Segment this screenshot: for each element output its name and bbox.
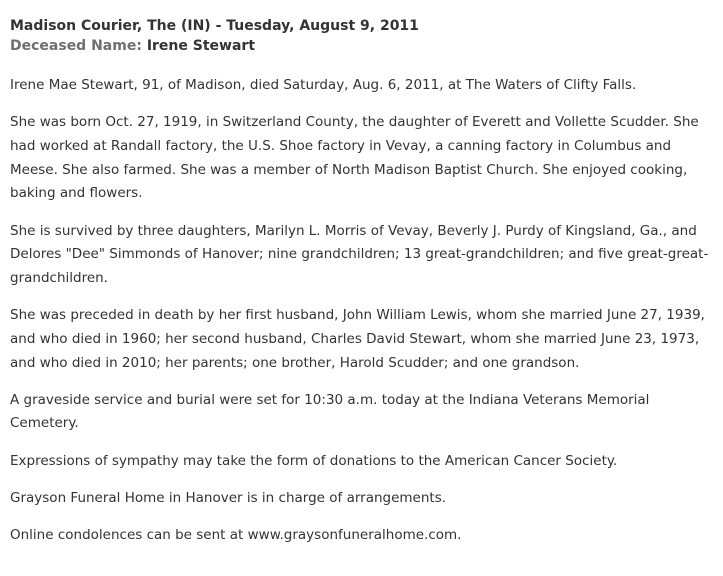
header-spacer bbox=[10, 56, 715, 74]
paragraph-condolences: Online condolences can be sent at www.graysonfuneralhome.com. bbox=[10, 527, 462, 544]
publication-header: Madison Courier, The (IN) - Tuesday, August 9, 2011 bbox=[10, 18, 419, 34]
deceased-name-value: Irene Stewart bbox=[146, 38, 256, 54]
paragraph-biography: She was born Oct. 27, 1919, in Switzerland County, the daughter of Everett and Vollette Scudder. She had worked at Randall factory, the U.S. Shoe factory in Vevay, a canning factory in Columbus and Meese. She also farmed. She was a member of North Madison Baptist Church. She enjoyed cooking, baking and flowers. bbox=[10, 114, 699, 202]
paragraph-service: A graveside service and burial were set for 10:30 a.m. today at the Indiana Veterans Memorial Cemetery. bbox=[10, 391, 650, 432]
paragraph-survivors: She is survived by three daughters, Marilyn L. Morris of Vevay, Beverly J. Purdy of Kingsland, Ga., and Delores "Dee" Simmonds of Hanover; nine grandchildren; 13 great-grandchildren; and five great-great-grandchildren. bbox=[10, 222, 709, 286]
paragraph-donations: Expressions of sympathy may take the form of donations to the American Cancer Society. bbox=[10, 452, 618, 469]
obituary-body bbox=[10, 74, 715, 548]
paragraph-funeral-home: Grayson Funeral Home in Hanover is in charge of arrangements. bbox=[10, 489, 447, 506]
deceased-name-line bbox=[10, 36, 715, 56]
deceased-name-label: Deceased Name: bbox=[10, 38, 142, 54]
paragraph-preceded-in-death: She was preceded in death by her first husband, John William Lewis, whom she married June 27, 1939, and who died in 1960; her second husband, Charles David Stewart, whom she married June 23, 1973, and who died in 2010; her parents; one brother, Harold Scudder; and one grandson. bbox=[10, 307, 705, 371]
paragraph-death-notice: Irene Mae Stewart, 91, of Madison, died Saturday, Aug. 6, 2011, at The Waters of Clifty Falls. bbox=[10, 77, 637, 93]
